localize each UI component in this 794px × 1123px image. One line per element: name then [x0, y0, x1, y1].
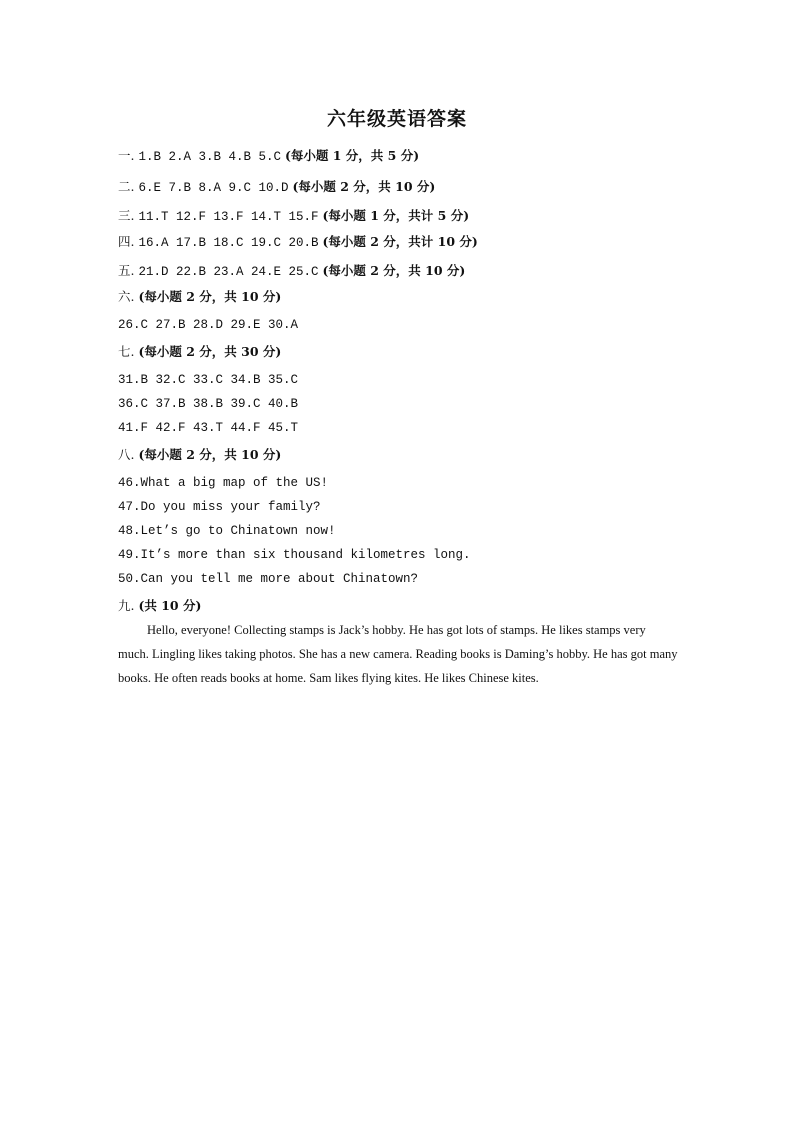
section-4-answers: 16.A 17.B 18.C 19.C 20.B	[138, 236, 319, 250]
section-8-label: 八.	[118, 447, 135, 462]
section-2-answers: 6.E 7.B 8.A 9.C 10.D	[138, 181, 289, 195]
section-6-heading	[118, 287, 281, 305]
section-1-line	[118, 146, 419, 164]
section-7-answers-row: 41.F 42.F 43.T 44.F 45.T	[118, 421, 299, 435]
section-1-score: (每小题 1 分，共 5 分)	[284, 148, 420, 163]
section-7-heading	[118, 342, 281, 360]
section-8-sentence: 48.Let’s go to Chinatown now!	[118, 524, 336, 538]
section-7-answers-row: 31.B 32.C 33.C 34.B 35.C	[118, 373, 299, 387]
section-5-line	[118, 261, 465, 279]
section-3-answers: 11.T 12.F 13.F 14.T 15.F	[138, 210, 319, 224]
section-5-score: (每小题 2 分，共 10 分)	[322, 263, 466, 278]
section-1-answers: 1.B 2.A 3.B 4.B 5.C	[138, 150, 281, 164]
section-9-heading	[118, 596, 201, 614]
section-8-sentence: 47.Do you miss your family?	[118, 500, 321, 514]
section-4-label: 四.	[118, 234, 135, 249]
section-3-line	[118, 206, 469, 224]
section-5-answers: 21.D 22.B 23.A 24.E 25.C	[138, 265, 319, 279]
section-3-score: (每小题 1 分，共计 5 分)	[322, 208, 470, 223]
section-9-score: (共 10 分)	[138, 598, 202, 613]
section-8-heading	[118, 445, 281, 463]
section-7-score: (每小题 2 分，共 30 分)	[138, 344, 282, 359]
section-3-label: 三.	[118, 208, 135, 223]
section-2-line	[118, 177, 435, 195]
section-2-score: (每小题 2 分，共 10 分)	[292, 179, 436, 194]
section-8-score: (每小题 2 分，共 10 分)	[138, 447, 282, 462]
section-6-label: 六.	[118, 289, 135, 304]
section-4-line	[118, 232, 478, 250]
section-1-label: 一.	[118, 148, 135, 163]
section-8-sentence: 50.Can you tell me more about Chinatown?	[118, 572, 419, 586]
section-6-score: (每小题 2 分，共 10 分)	[138, 289, 282, 304]
section-7-label: 七.	[118, 344, 135, 359]
section-9-label: 九.	[118, 598, 135, 613]
section-7-answers-row: 36.C 37.B 38.B 39.C 40.B	[118, 397, 299, 411]
section-8-sentence: 49.It’s more than six thousand kilometres long.	[118, 548, 471, 562]
page-title: 六年级英语答案	[326, 108, 467, 130]
section-4-score: (每小题 2 分，共计 10 分)	[322, 234, 478, 249]
section-8-sentence: 46.What a big map of the US!	[118, 476, 329, 490]
section-5-label: 五.	[118, 263, 135, 278]
section-2-label: 二.	[118, 179, 135, 194]
section-9-paragraph: Hello, everyone! Collecting stamps is Jack’s hobby. He has got lots of stamps. He likes stamps very much. Lingling likes taking photos. She has a new camera. Reading books is Daming’s hobby. He has got many books. He often reads books at home. Sam likes flying kites. He likes Chinese kites.	[118, 623, 678, 685]
section-6-answers: 26.C 27.B 28.D 29.E 30.A	[118, 318, 299, 332]
